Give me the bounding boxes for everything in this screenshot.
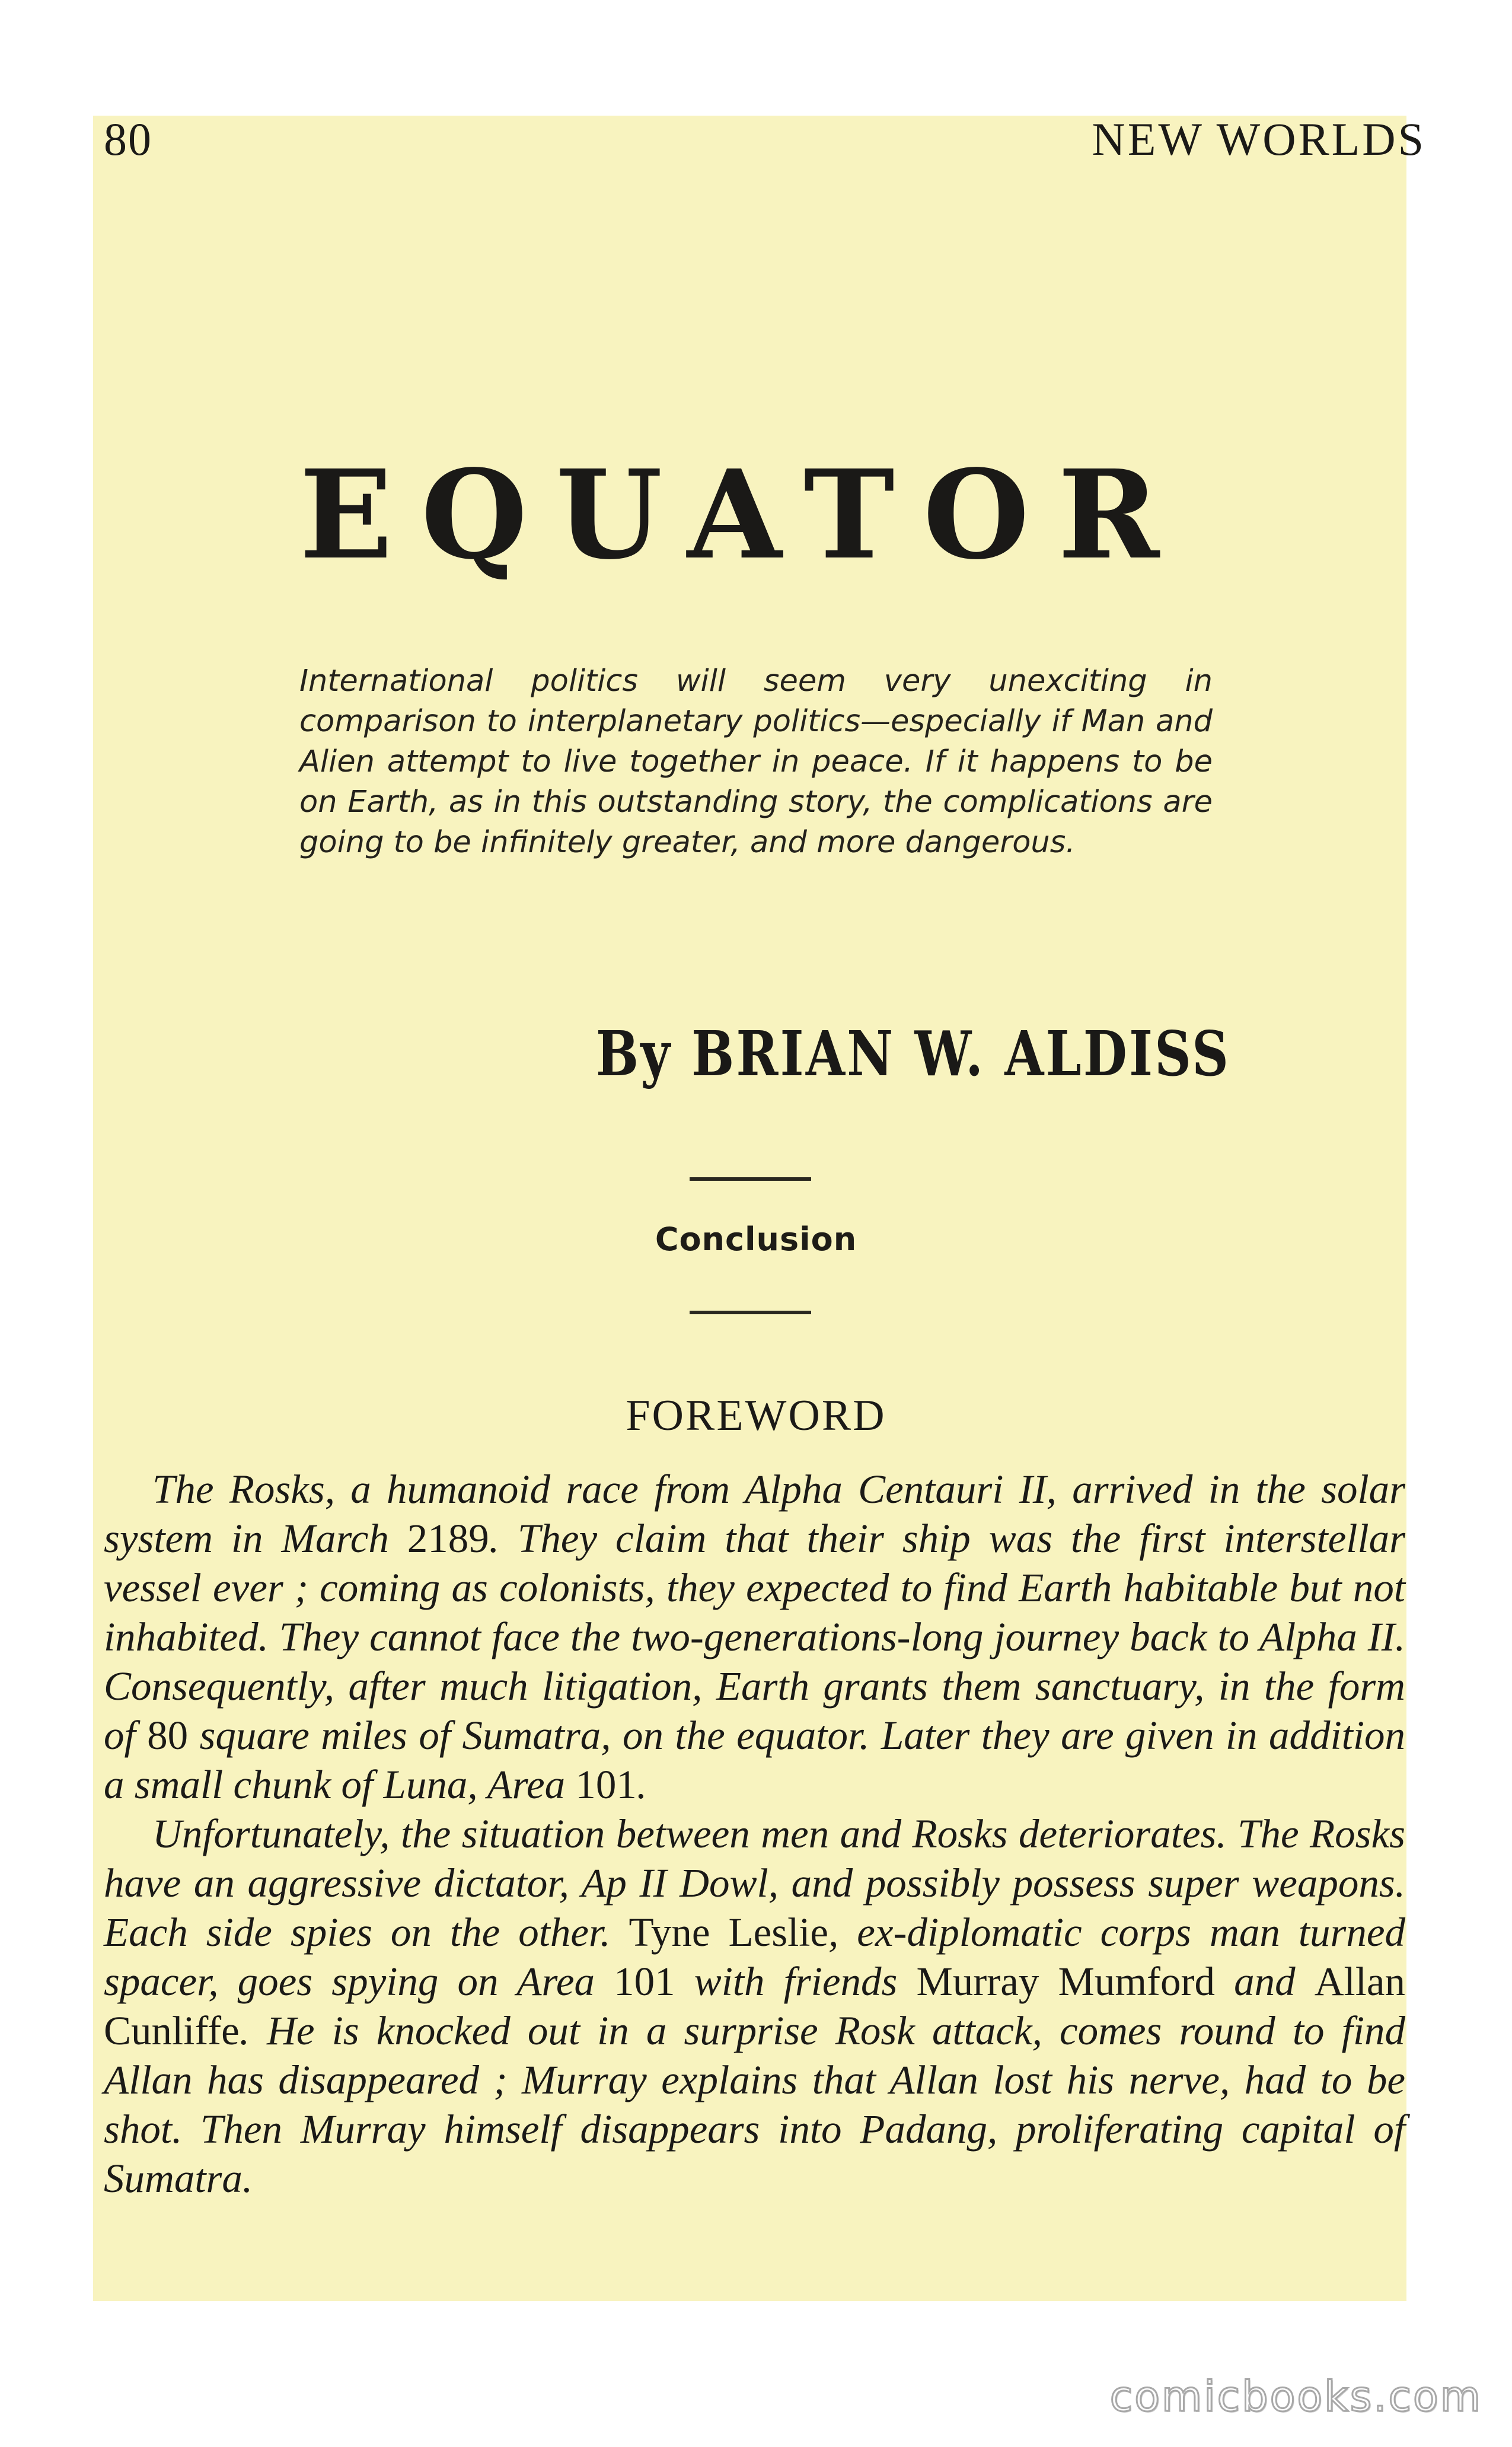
foreword-heading: FOREWORD	[626, 1391, 886, 1440]
text-run: .	[636, 1762, 647, 1807]
text-run: . He is knocked out in a surprise Rosk attack, comes round to find Allan has disappeared ; Murray explains that Allan lost his nerve, had to be shot. Then Murray himself disappears into Padang, proliferating capital of Sumatra.	[104, 2008, 1405, 2201]
area-number: 101	[614, 1959, 675, 2004]
foreword-body	[104, 1465, 1405, 2203]
text-run: The Rosks, a humanoid race from Alpha Centauri II, arrived in the solar system in March	[104, 1467, 1405, 1561]
story-blurb: International politics will seem very unexciting in comparison to interplanetary politics—especially if Man and Alien attempt to live together in peace. If it happens to be on Earth, as in this outstanding story, the complications are going to be infinitely greater, and more dangerous.	[299, 664, 1213, 860]
area-number: 80	[147, 1713, 189, 1758]
text-run: with friends	[675, 1959, 917, 2004]
character-name: Murray Mumford	[916, 1959, 1215, 2004]
divider-rule-bottom	[690, 1311, 811, 1314]
divider-rule-top	[690, 1177, 811, 1181]
magazine-name: NEW WORLDS	[1092, 113, 1426, 165]
text-run: , ex-diplomatic corps man turned spacer, goes spying on Area	[104, 1910, 1405, 2004]
watermark: comicbooks.com	[1109, 2372, 1482, 2421]
page-number: 80	[104, 113, 152, 165]
text-run: Unfortunately, the situation between men and Rosks deteriorates. The Rosks have an aggressive dictator, Ap II Dowl, and possibly possess super weapons. Each side spies on the other.	[104, 1811, 1405, 1955]
story-title: EQUATOR	[299, 443, 1188, 587]
running-head	[104, 113, 1426, 178]
author-byline: By BRIAN W. ALDISS	[596, 1017, 1231, 1090]
foreword-paragraph-2	[104, 1809, 1405, 2203]
character-name: Tyne Leslie	[629, 1910, 829, 1955]
foreword-paragraph-1	[104, 1465, 1405, 1809]
text-run: . They claim that their ship was the first interstellar vessel ever ; coming as colonists, they expected to find Earth habitable but not inhabited. They cannot face the two-generations-long journey back to Alpha II. Consequently, after much litigation, Earth grants them sanctuary, in the form of	[104, 1516, 1405, 1758]
area-number: 101	[575, 1762, 637, 1807]
character-name: Allan Cunliffe	[104, 1959, 1405, 2053]
part-label: Conclusion	[655, 1221, 857, 1258]
text-run: square miles of Sumatra, on the equator. Later they are given in addition a small chunk of Luna, Area	[104, 1713, 1405, 1807]
year-number: 2189	[407, 1516, 489, 1561]
text-run: and	[1214, 1959, 1315, 2004]
